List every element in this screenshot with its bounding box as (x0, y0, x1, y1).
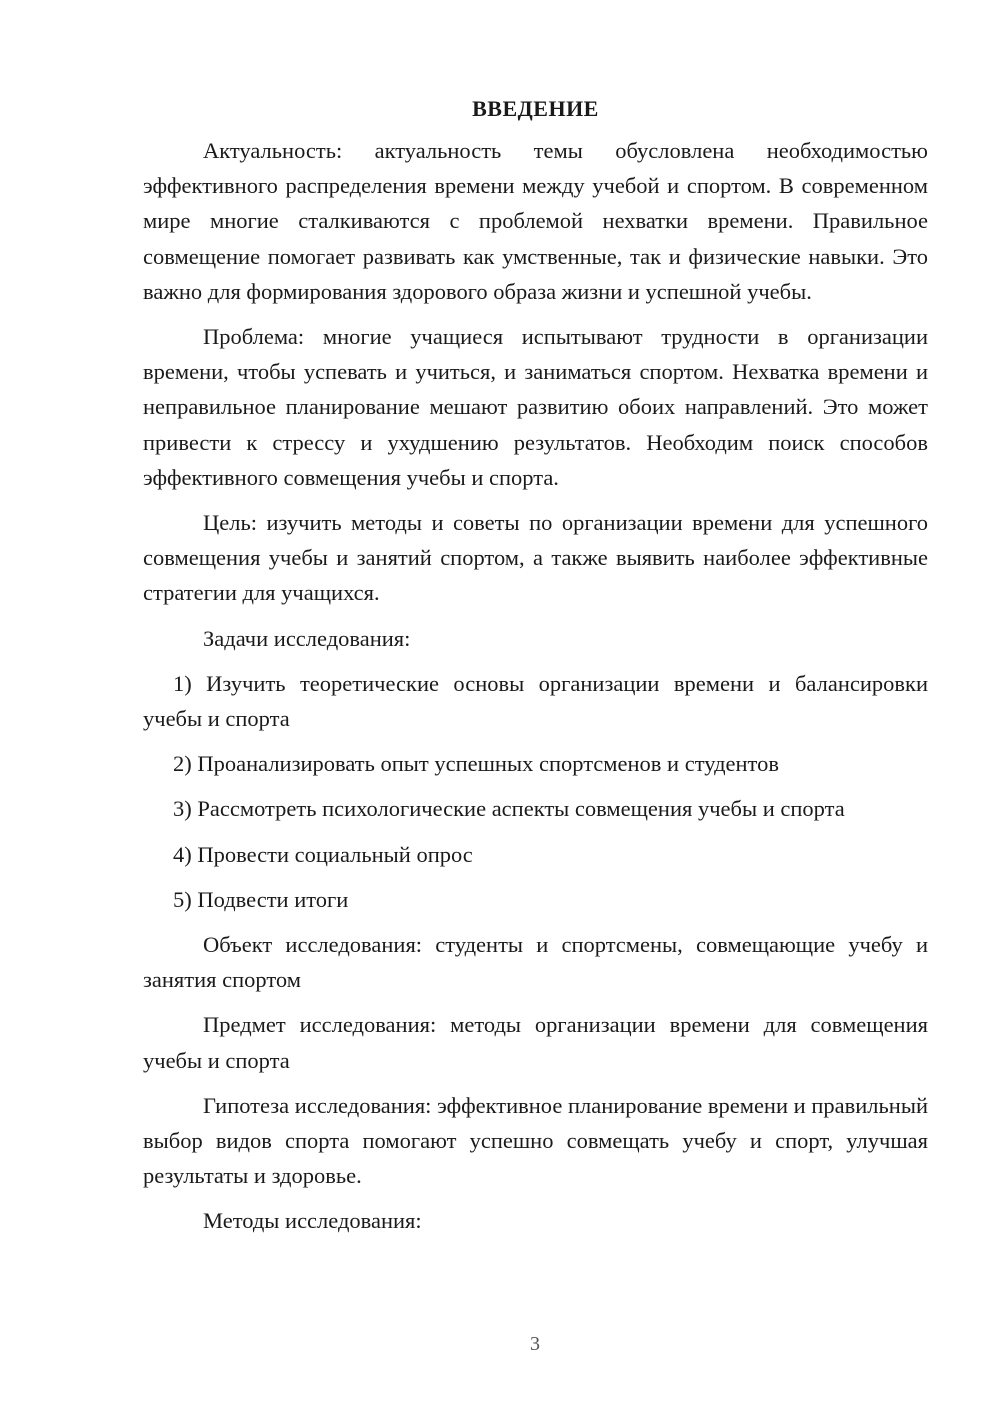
list-item: 4) Провести социальный опрос (173, 841, 473, 867)
list-item: 1) Изучить теоретические основы организации времени и балансировки учебы и спорта (143, 670, 928, 732)
document-page (143, 92, 928, 1249)
page-number: 3 (530, 1333, 540, 1355)
paragraph-hypothesis: Гипотеза исследования: эффективное планирование времени и правильный выбор видов спорта помогают успешно совмещать учебу и спорт, улучшая результаты и здоровье. (143, 1092, 928, 1189)
list-item: 2) Проанализировать опыт успешных спортсменов и студентов (173, 751, 779, 777)
paragraph-object: Объект исследования: студенты и спортсмены, совмещающие учебу и занятия спортом (143, 932, 928, 993)
paragraph-goal: Цель: изучить методы и советы по организации времени для успешного совмещения учебы и занятий спортом, а также выявить наиболее эффективные стратегии для учащихся. (143, 510, 928, 606)
page-title: ВВЕДЕНИЕ (472, 96, 599, 121)
paragraph-relevance: Актуальность: актуальность темы обусловлена необходимостью эффективного распределения времени между учебой и спортом. В современном мире многие сталкиваются с проблемой нехватки времени. Правильное совмещение помогает развивать как умственные, так и физические навыки. Это важно для формирования здорового образа жизни и успешной учебы. (143, 138, 928, 304)
paragraph-subject: Предмет исследования: методы организации времени для совмещения учебы и спорта (143, 1012, 928, 1073)
list-item: 5) Подвести итоги (173, 886, 349, 912)
paragraph-tasks-heading: Задачи исследования: (203, 625, 411, 651)
list-item: 3) Рассмотреть психологические аспекты совмещения учебы и спорта (173, 796, 845, 822)
paragraph-problem: Проблема: многие учащиеся испытывают трудности в организации времени, чтобы успевать и учиться, и заниматься спортом. Нехватка времени и неправильное планирование мешают развитию обоих направлений. Это может привести к стрессу и ухудшению результатов. Необходим поиск способов эффективного совмещения учебы и спорта. (143, 324, 928, 490)
paragraph-methods: Методы исследования: (203, 1208, 422, 1234)
